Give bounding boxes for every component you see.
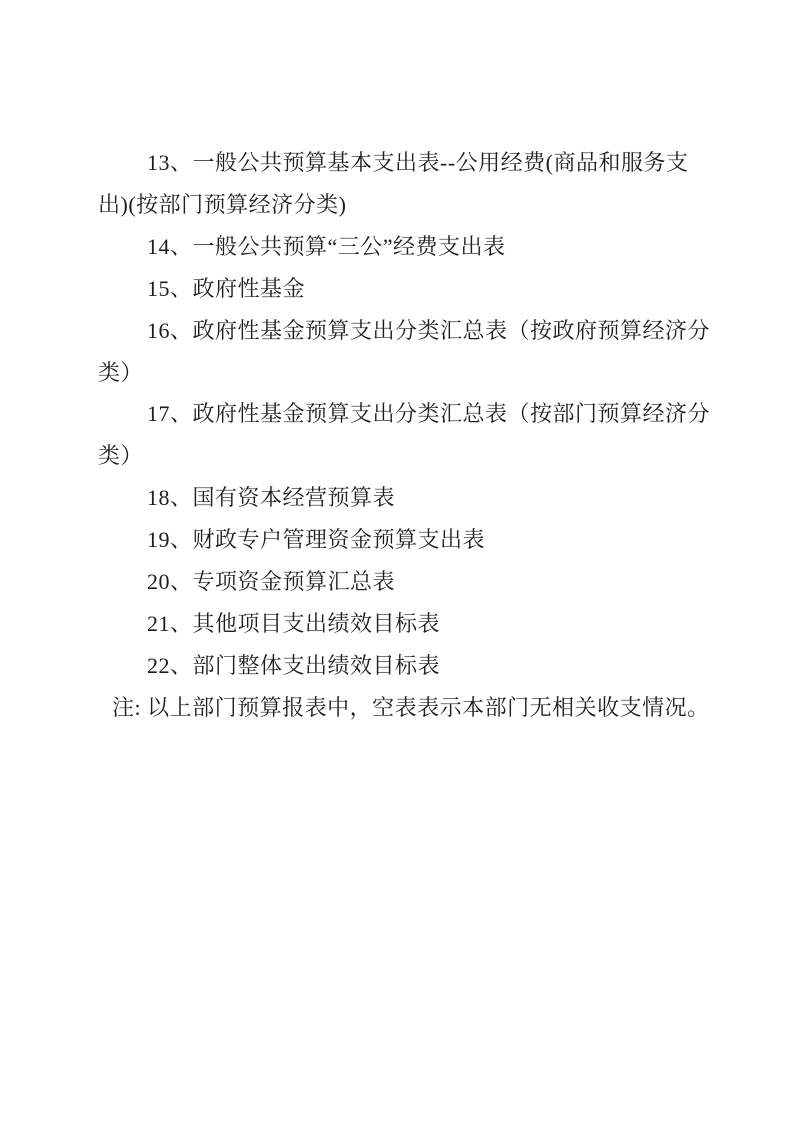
list-item-18: 18、国有资本经营预算表 [147, 485, 396, 511]
list-item-22: 22、部门整体支出绩效目标表 [147, 652, 441, 678]
list-item-17-line-2: 类） [98, 443, 144, 469]
document-body [98, 142, 758, 729]
list-item-20: 20、专项资金预算汇总表 [147, 569, 396, 595]
list-item-17-line-1: 17、政府性基金预算支出分类汇总表（按部门预算经济分 [147, 401, 711, 427]
list-item-16-line-2: 类） [98, 359, 144, 385]
list-item-19: 19、财政专户管理资金预算支出表 [147, 527, 486, 553]
list-item-15: 15、政府性基金 [147, 275, 306, 301]
list-item-14: 14、一般公共预算“三公”经费支出表 [147, 233, 506, 259]
note-line: 注: 以上部门预算报表中，空表表示本部门无相关收支情况。 [112, 694, 710, 720]
list-item-21: 21、其他项目支出绩效目标表 [147, 610, 441, 636]
list-item-16-line-1: 16、政府性基金预算支出分类汇总表（按政府预算经济分 [147, 317, 711, 343]
list-item-13-line-2: 出)(按部门预算经济分类) [98, 191, 347, 217]
list-item-13-line-1: 13、一般公共预算基本支出表--公用经费(商品和服务支 [147, 150, 689, 175]
